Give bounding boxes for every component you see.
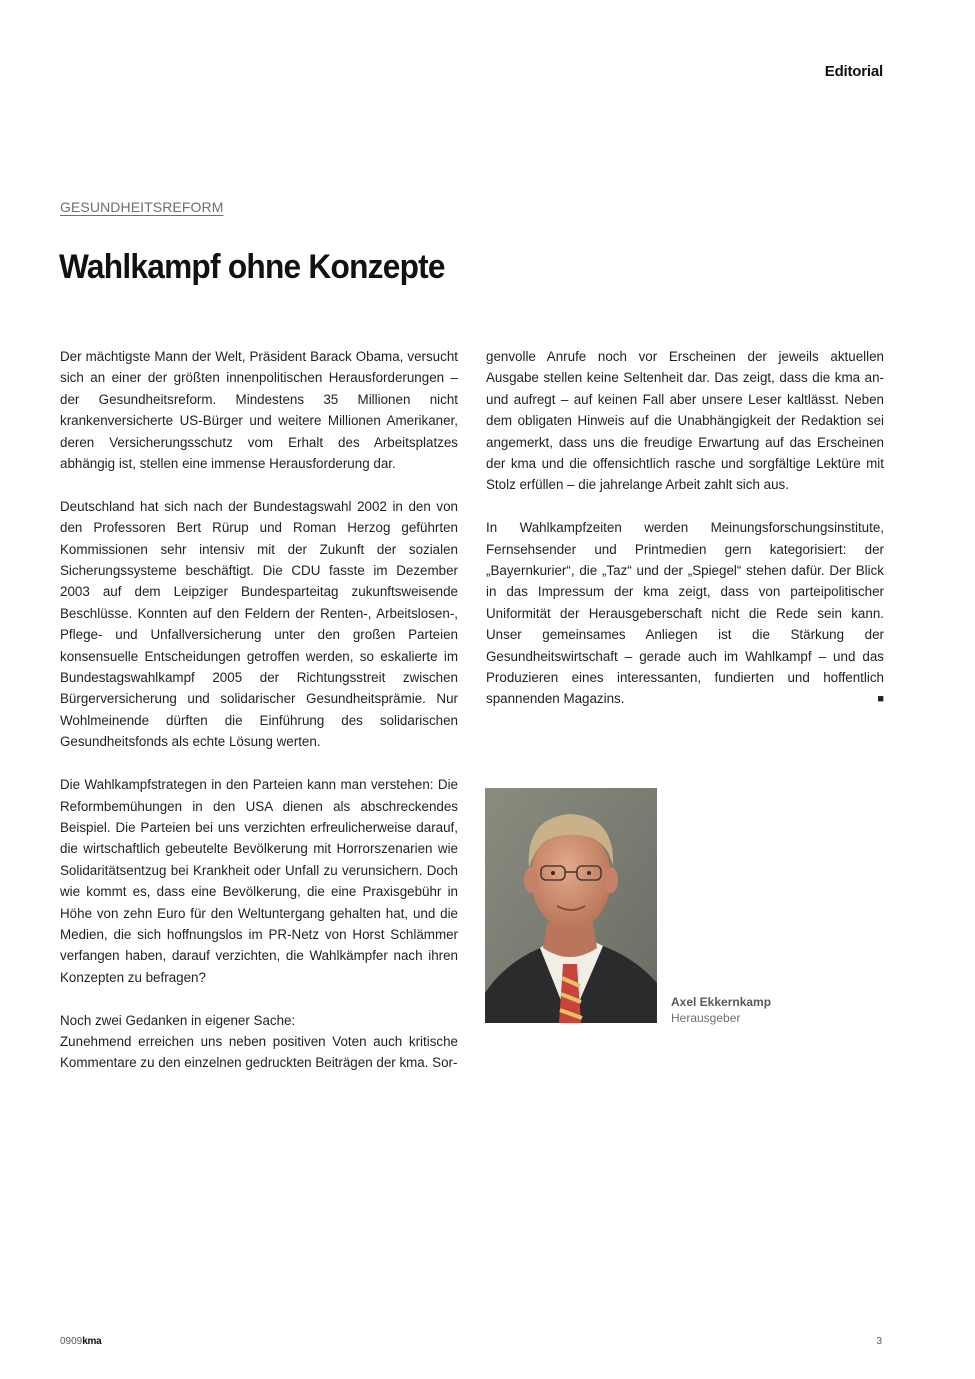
end-of-article-mark: ■ xyxy=(877,692,884,705)
article-kicker[interactable]: GESUNDHEITSREFORM xyxy=(60,199,224,215)
paragraph: Die Wahlkampfstrategen in den Parteien kann man verstehen: Die Reformbemühungen in den USA dienen als abschreckendes Beispiel. Die Parteien bei uns verzichten erfreulicherweise darauf, die wirtschaftlich gebeutelte Bevölkerung mit Horrorszenarien wie Solidaritätsentzug bei Krankheit oder Unfall zu verunsichern. Doch wie kommt es, dass eine Bevölkerung, die eine Praxisgebühr in Höhe von zehn Euro für den Weltuntergang gehalten hat, und die Medien, die sich hoffnungslos im PR-Netz von Horst Schlämmer verfangen haben, darauf verzichten, die Wahlkämpfer nach ihren Konzepten zu befragen? xyxy=(60,777,458,985)
article-title: Wahlkampf ohne Konzepte xyxy=(59,248,445,286)
paragraph: In Wahlkampfzeiten werden Meinungsforschungsinstitute, Fernsehsender und Printmedien gern kategorisiert: der „Bayernkurier“, die „Taz“ und der „Spiegel“ stehen dafür. Der Blick in das Impressum der kma zeigt, dass von parteipolitischer Uniformität der Herausgeberschaft nicht die Rede sein kann. Unser gemeinsames Anliegen ist die Stärkung der Gesundheitswirtschaft – gerade auch im Wahlkampf – und das Produzieren eines interessanten, fundierten und hoffentlich spannenden Magazins. xyxy=(486,520,884,707)
author-portrait xyxy=(485,788,657,1023)
paragraph: genvolle Anrufe noch vor Erscheinen der jeweils aktuellen Ausgabe stellen keine Seltenheit dar. Das zeigt, dass die kma an- und aufregt – auf keinen Fall aber unsere Leser kaltlässt. Neben dem obligaten Hinweis auf die Unabhängigkeit der Redaktion sei angemerkt, dass uns die freudige Erwartung auf das Erscheinen der kma und die offensichtlich rasche und sorgfältige Lektüre mit Stolz erfüllen – die jahrelange Arbeit zahlt sich aus. xyxy=(486,349,884,493)
author-name: Axel Ekkernkamp xyxy=(671,995,772,1009)
paragraph: Zunehmend erreichen uns neben positiven Voten auch kritische Kommentare zu den einzelnen gedruckten Beiträgen der kma. Sor- xyxy=(60,1033,458,1071)
paragraph: Deutschland hat sich nach der Bundestagswahl 2002 in den von den Professoren Bert Rürup und Roman Herzog geführten Kommissionen sehr intensiv mit der Zukunft der sozialen Sicherungssysteme beschäftigt. Die CDU fasste im Dezember 2003 auf dem Leipziger Bundesparteitag zukunftsweisende Beschlüsse. Konnten auf den Feldern der Renten-, Arbeitslosen-, Pflege- und Unfallversicherung unter den großen Parteien konsensuelle Entscheidungen getroffen werden, so eskalierte im Bundestagswahlkampf 2005 der Richtungsstreit zwischen Bürgerversicherung und solidarischer Gesundheitsprämie. Nur Wohlmeinende dürften die Einführung des solidarischen Gesundheitsfonds als echte Lösung werten. xyxy=(60,498,458,750)
paragraph: Noch zwei Gedanken in eigener Sache: xyxy=(60,1012,296,1028)
brand-logo: kma xyxy=(82,1336,102,1347)
page-number: 3 xyxy=(876,1336,882,1347)
author-role: Herausgeber xyxy=(671,1011,741,1025)
paragraph: Der mächtigste Mann der Welt, Präsident Barack Obama, versucht sich an einer der größten innenpolitischen Herausforderungen – der Gesundheitsreform. Mindestens 35 Millionen nicht krankenversicherte US-Bürger und weitere Millionen Amerikaner, deren Versicherungsschutz vom Erhalt des Arbeitsplatzes abhängig ist, stellen eine immense Herausforderung dar. xyxy=(60,349,458,472)
footer-issue xyxy=(60,1336,101,1347)
section-label: Editorial xyxy=(824,63,883,80)
author-caption xyxy=(671,994,771,1026)
issue-number: 0909 xyxy=(60,1336,83,1347)
article-column-left xyxy=(60,346,458,1095)
article-column-right xyxy=(486,346,884,710)
